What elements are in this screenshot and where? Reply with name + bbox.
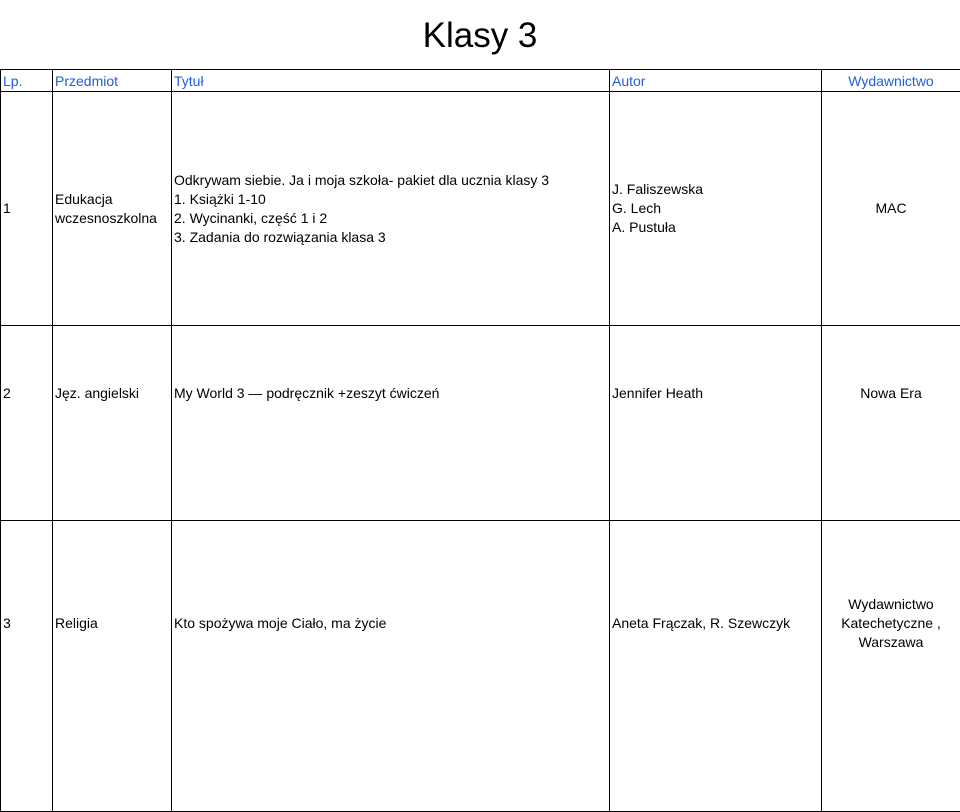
cell-publisher: MAC — [822, 92, 960, 326]
table-row — [1, 92, 960, 326]
textbook-table — [0, 69, 960, 812]
header-publisher: Wydawnictwo — [822, 70, 960, 92]
cell-title: My World 3 — podręcznik +zeszyt ćwiczeń — [172, 326, 610, 521]
header-author: Autor — [610, 70, 822, 92]
cell-publisher: Nowa Era — [822, 326, 960, 521]
cell-lp: 3 — [1, 521, 53, 812]
cell-author: Jennifer Heath — [610, 326, 822, 521]
table-row — [1, 521, 960, 812]
cell-author: Aneta Frączak, R. Szewczyk — [610, 521, 822, 812]
table-row — [1, 326, 960, 521]
header-title: Tytuł — [172, 70, 610, 92]
cell-lp: 2 — [1, 326, 53, 521]
cell-author: J. Faliszewska G. Lech A. Pustuła — [610, 92, 822, 326]
page-title: Klasy 3 — [0, 14, 960, 58]
header-subject: Przedmiot — [53, 70, 172, 92]
cell-subject: Religia — [53, 521, 172, 812]
cell-lp: 1 — [1, 92, 53, 326]
cell-subject: Jęz. angielski — [53, 326, 172, 521]
header-lp: Lp. — [1, 70, 53, 92]
table-header-row — [1, 70, 960, 92]
cell-publisher: Wydawnictwo Katechetyczne , Warszawa — [822, 521, 960, 812]
cell-title: Odkrywam siebie. Ja i moja szkoła- pakiet dla ucznia klasy 3 1. Książki 1-10 2. Wycinanki, część 1 i 2 3. Zadania do rozwiązania klasa 3 — [172, 92, 610, 326]
cell-title: Kto spożywa moje Ciało, ma życie — [172, 521, 610, 812]
cell-subject: Edukacja wczesnoszkolna — [53, 92, 172, 326]
